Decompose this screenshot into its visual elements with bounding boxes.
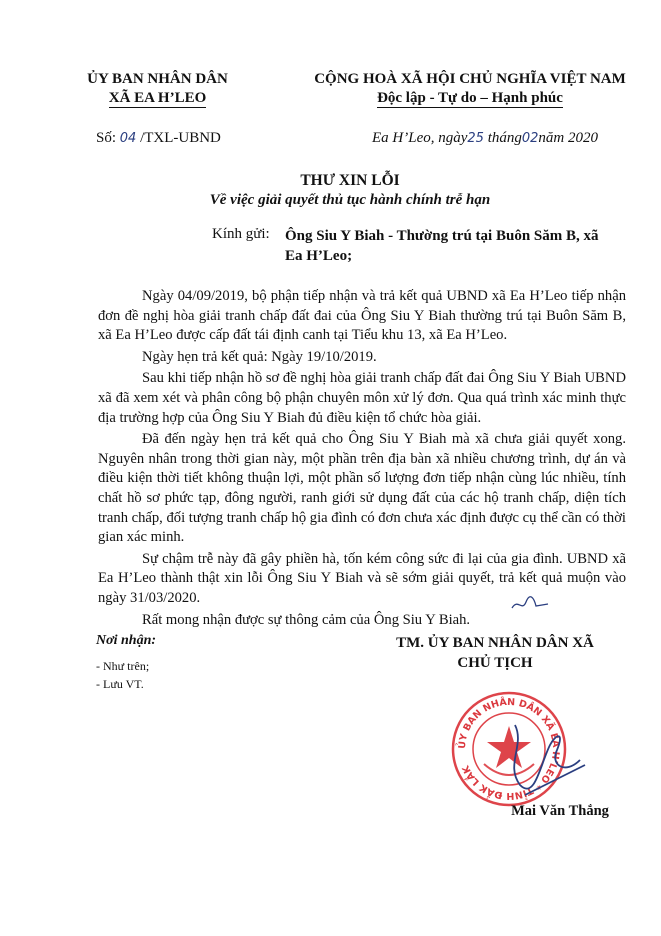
recipient-label: Kính gửi: <box>212 226 270 242</box>
document-number <box>96 130 221 147</box>
issuing-org-block <box>70 70 245 108</box>
national-motto-block <box>305 70 635 108</box>
recipient-line1: Ông Siu Y Biah - Thường trú tại Buôn Săm B, xã <box>285 228 599 244</box>
signer-title: CHỦ TỊCH <box>457 655 533 671</box>
date-year: năm 2020 <box>538 130 599 146</box>
motto-line <box>305 89 635 108</box>
doc-number-suffix: /TXL-UBND <box>140 130 221 146</box>
body-paragraph-5: Sự chậm trễ này đã gây phiền hà, tốn kém công sức đi lại của gia đình. UBND xã Ea H’Leo thành thật xin lỗi Ông Siu Y Biah và sẽ sớm giải quyết, trả kết quả muộn vào ngày 31/03/2020. <box>98 550 626 606</box>
date-place: Ea H’Leo, ngày <box>372 130 468 146</box>
body-paragraph-6: Rất mong nhận được sự thông cảm của Ông Siu Y Biah. <box>142 611 471 628</box>
signer-org: TM. ỦY BAN NHÂN DÂN XÃ <box>396 635 594 651</box>
body-paragraph-3: Sau khi tiếp nhận hồ sơ đề nghị hòa giải tranh chấp đất đai Ông Siu Y Biah UBND xã đã xem xét và phân công bộ phận chuyên môn xử lý đơn. Qua quá trình xác minh thực địa trường hợp của Ông Siu Y Biah đủ điều kiện tổ chức hòa giải. <box>98 370 626 426</box>
body-paragraph-1: Ngày 04/09/2019, bộ phận tiếp nhận và trả kết quả UBND xã Ea H’Leo tiếp nhận đơn đề nghị hòa giải tranh chấp đất đai của Ông Siu Y Biah thường trú tại Buôn Săm B, xã Ea H’Leo được cấp đất tái định canh tại Tiểu khu 13, xã Ea H’Leo. <box>98 288 626 344</box>
date-day-handwritten: 25 <box>467 131 484 146</box>
recipients-list <box>96 633 156 693</box>
recipient-item-2: - Lưu VT. <box>96 677 144 691</box>
doc-number-handwritten: 04 <box>119 131 137 146</box>
signature-block <box>390 633 600 673</box>
letter-body <box>98 287 626 630</box>
date-month-handwritten: 02 <box>521 131 539 146</box>
recipient-line2: Ea H’Leo; <box>285 248 353 264</box>
initial-scribble <box>510 594 550 614</box>
date-line <box>372 130 598 147</box>
body-paragraph-4: Đã đến ngày hẹn trả kết quả cho Ông Siu Y Biah mà xã chưa giải quyết xong. Nguyên nhân trong thời gian này, một phần trên địa bàn xã nhiều chương trình, dự án và điều kiện thời tiết không thuận lợi, một phần số lượng đơn tiếp nhận cùng lúc nhiều, tính chất hồ sơ phức tạp, đông người, ranh giới sử dụng đất của các hộ tranh chấp, diện tích tranh chấp, đối tượng tranh chấp hộ gia đình có đơn chưa xác định được cụ thể cần có thời gian xác minh. <box>98 431 626 546</box>
motto-text: Độc lập - Tự do – Hạnh phúc <box>377 90 563 106</box>
signer-name: Mai Văn Thắng <box>511 803 609 819</box>
country-name: CỘNG HOÀ XÃ HỘI CHỦ NGHĨA VIỆT NAM <box>314 71 626 87</box>
issuing-org-line1: ỦY BAN NHÂN DÂN <box>87 71 228 87</box>
seal-text: ỦY BAN NHÂN DÂN XÃ EA H’LEO * TỈNH ĐẮK LẮK <box>456 696 562 802</box>
body-paragraph-2: Ngày hẹn trả kết quả: Ngày 19/10/2019. <box>142 348 377 365</box>
doc-number-prefix: Số: <box>96 130 117 146</box>
recipients-label: Nơi nhận: <box>96 633 157 648</box>
issuing-org-line2 <box>70 89 245 108</box>
document-title: THƯ XIN LỖI <box>300 172 400 189</box>
issuing-org-name: XÃ EA H’LEO <box>108 90 207 106</box>
date-month-label: tháng <box>487 130 522 146</box>
document-subtitle: Về việc giải quyết thủ tục hành chính trễ hạn <box>209 192 491 208</box>
recipient-block <box>285 226 625 266</box>
recipient-item-1: - Như trên; <box>96 659 150 673</box>
handwritten-signature <box>495 705 595 815</box>
